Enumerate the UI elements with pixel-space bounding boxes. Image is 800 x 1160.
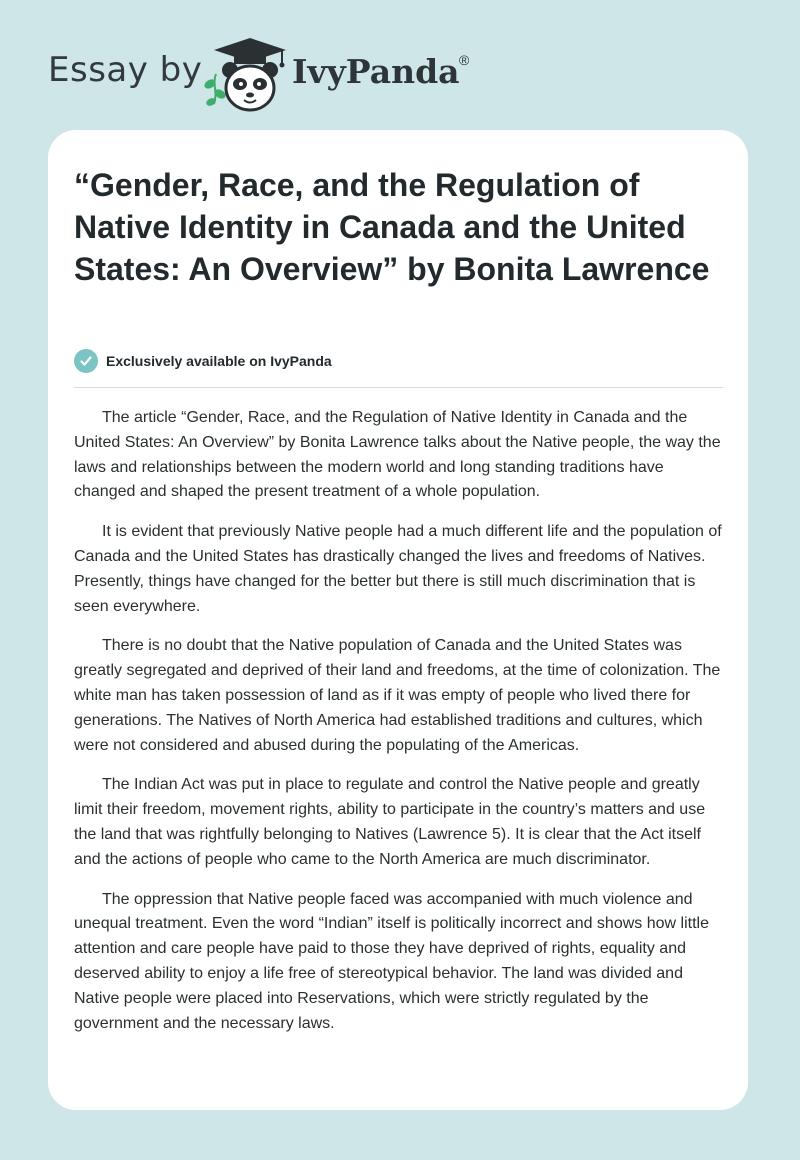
leaf-icon bbox=[203, 74, 227, 107]
site-header bbox=[48, 28, 548, 118]
exclusive-badge bbox=[74, 348, 332, 374]
paragraph: The article “Gender, Race, and the Regulation of Native Identity in Canada and the United States: An Overview” by Bonita Lawrence talks about the Native people, the way the laws and relationships between the modern world and long standing traditions have changed and shaped the present treatment of a whole population. bbox=[74, 409, 721, 501]
brand-name[interactable]: IvyPanda bbox=[292, 52, 460, 91]
divider bbox=[74, 387, 723, 388]
essay-body bbox=[74, 406, 726, 1051]
essay-card bbox=[48, 130, 748, 1110]
paragraph: There is no doubt that the Native population of Canada and the United States was greatly segregated and deprived of their land and freedoms, at the time of colonization. The white man has taken possession of land as if it was empty of people who lived there for generations. The Natives of North America had established traditions and cultures, which were not considered and abused during the populating of the Americas. bbox=[74, 637, 721, 754]
essay-title: “Gender, Race, and the Regulation of Native Identity in Canada and the United States: An Overview” by Bonita Lawrence bbox=[74, 167, 710, 287]
essay-by-label: Essay by bbox=[48, 50, 203, 90]
paragraph: It is evident that previously Native people had a much different life and the population of Canada and the United States has drastically changed the lives and freedoms of Natives. Presently, things have changed for the better but there is still much discrimination that is seen everywhere. bbox=[74, 523, 722, 615]
paragraph: The Indian Act was put in place to regulate and control the Native people and greatly limit their freedom, movement rights, ability to participate in the country’s matters and use the land that was rightfully belonging to Natives (Lawrence 5). It is clear that the Act itself and the actions of people who came to the North America are much discriminator. bbox=[74, 776, 706, 868]
exclusive-label: Exclusively available on IvyPanda bbox=[106, 353, 332, 369]
registered-mark: ® bbox=[459, 52, 470, 68]
paragraph: The oppression that Native people faced was accompanied with much violence and unequal treatment. Even the word “Indian” itself is politically incorrect and shows how little attention and care people have paid to those they have deprived of rights, equality and deserved ability to enjoy a life free of stereotypical behavior. The land was divided and Native people were placed into Reservations, which were strictly regulated by the government and the necessary laws. bbox=[74, 890, 709, 1032]
check-icon bbox=[74, 349, 98, 373]
panda-graduate-icon[interactable] bbox=[198, 34, 290, 118]
